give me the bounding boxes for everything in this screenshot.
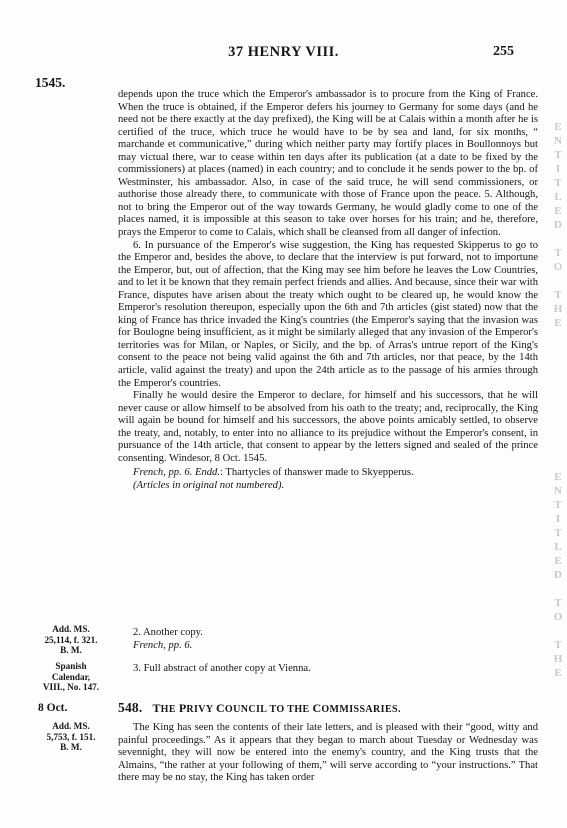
description-note: (Articles in original not numbered). xyxy=(133,479,285,491)
paragraph-finally: Finally he would desire the Emperor to declare, for himself and his successors, that he will never cause or allow himself to be absolved from his oath to the treaty; and, reciprocally, the King will again be bound for himself and his successors, the above points amicably settled, to observe the treaty, and, notably, to enter into no alliance to its prejudice without the Emperor's consent, in pursuance of the 14th article, that consent to appear by the letters signed and sealed of the prince consenting. Windesor, 8 Oct. 1545. xyxy=(118,390,538,464)
watermark-stamp-top: E N T I T L E D T O T H E xyxy=(553,121,563,329)
source-line: VIII., No. 147. xyxy=(42,682,100,693)
source-line: 5,753, f. 151. xyxy=(46,731,96,742)
item-another-copy-description: French, pp. 6. xyxy=(133,640,193,651)
margin-source-note-3 xyxy=(30,721,112,753)
paragraph-privy-council: The King has seen the contents of their late letters, and is pleased with their “good, witty and painful proceedings.” As it appears that they began to march about Tuesday or Wednesday was sevennight, they will now be entered into the enemy's country, and the King trusts that the Almains, “the rather at your following of them,” will serve according to “your instructions.” That there may be no stay, the King has taken order xyxy=(118,722,538,784)
source-line: Add. MS. xyxy=(52,624,90,634)
description-language: French, pp. 6. Endd. xyxy=(133,467,220,479)
source-line: B. M. xyxy=(60,742,82,753)
paragraph-skipperus: 6. In pursuance of the Emperor's wise suggestion, the King has requested Skipperus to go to the Emperor and, besides the above, to declare that the interview is put forward, not to importune the Emperor, but, out of affection, that the King may see him before he leaves the Low Countries, and to let it be known that they remain perfect friends and allies. And because, since their war with France, disputes have arisen about the treaty which ought to be cleared up, he would know the Emperor's resolution thereupon, especially upon the 6th and 7th articles (gist stated) now that the king of France has thrice invaded the King's countries (the Emperor's saying that the invasion was for Boulogne being insufficient, as it might be similarly alleged that any invasion of the Emperor's territories was for Milan, or Naples, or Sicily, and the bp. of Arras's untrue report of the King's consent to the peace not being valid against the 6th and 7th articles, nor that peace, by the 14th article, valid against the treaty) and upon the 24th article as to the passage of his armies through the Emperor's countries. xyxy=(118,239,538,389)
entry-number: 548. xyxy=(118,700,143,715)
margin-date: 8 Oct. xyxy=(38,702,68,714)
margin-source-note-1 xyxy=(30,624,112,656)
document-description xyxy=(118,467,538,480)
source-line: 25,114, f. 321. xyxy=(44,634,98,645)
source-line: Spanish xyxy=(55,661,87,671)
item-abstract-vienna: 3. Full abstract of another copy at Vienna. xyxy=(133,663,311,674)
source-line: Add. MS. xyxy=(52,721,90,731)
page-number: 255 xyxy=(493,44,514,59)
running-head-title: 37 HENRY VIII. xyxy=(228,44,339,60)
entry-continuation-text xyxy=(118,89,538,493)
item-another-copy: 2. Another copy. xyxy=(133,627,203,638)
entry-heading: 548. THE PRIVY COUNCIL TO THE COMMISSARIES. xyxy=(118,700,401,715)
source-line: B. M. xyxy=(60,645,82,656)
entry-548-text xyxy=(118,722,538,785)
watermark-stamp-bottom: E N T I T L E D T O T H E xyxy=(553,471,563,679)
margin-source-note-2 xyxy=(30,661,112,693)
description-endorsement: : Thartycles of thanswer made to Skyepperus. xyxy=(220,467,414,479)
source-line: Calendar, xyxy=(51,671,91,682)
margin-year: 1545. xyxy=(35,75,66,90)
paragraph-truce: depends upon the truce which the Emperor's ambassador is to procure from the King of France. When the truce is obtained, if the Emperor defers his journey to Germany for some days (and he need not be there exactly at the day prefixed), the King will be at Calais within a month after he is certified of the truce, which truce he would have to be by sea and land, for six months, “ marchande et communicative,” during which neither party may fortify places in Boullonnoys but may victual there, war to cease within ten days after its publication (at a date to be fixed by the commissioners) at places (named) in each country; and to conclude it he sends power to the bp. of Westminster, his ambassador. Also, in case of the said truce, he will send commissioners, or authorise those already there, to communicate with those of France upon the peace. 5. Although, not to bring the Emperor out of the way towards Germany, he would gladly come to one of the places named, it is impossible at this season to take over horses for his train; and he, therefore, prays the Emperor to come to Calais, which shall be cleansed from all danger of infection. xyxy=(118,89,538,239)
